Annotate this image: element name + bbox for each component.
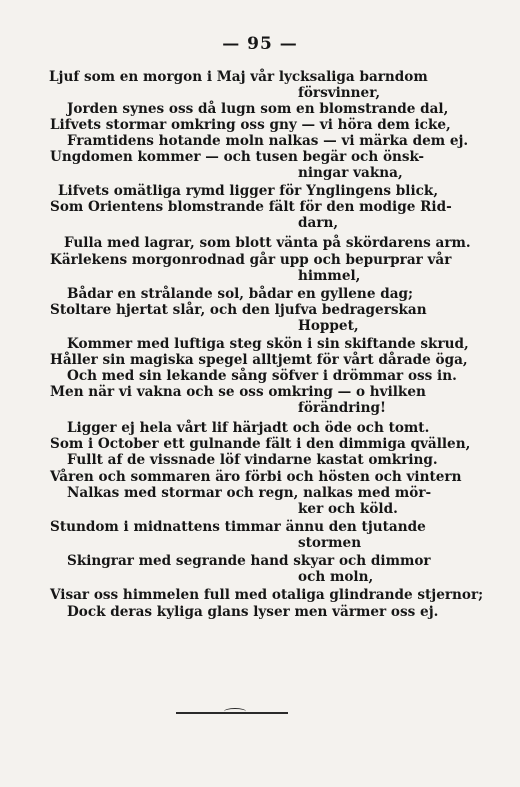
poem-line: Hoppet, bbox=[298, 318, 359, 334]
poem-line: Stundom i midnattens timmar ännu den tjutande bbox=[50, 519, 426, 535]
poem-line: Fulla med lagrar, som blott vänta på skördarens arm. bbox=[64, 235, 471, 251]
poem-line: Nalkas med stormar och regn, nalkas med mör- bbox=[67, 485, 432, 501]
poem-line: Stoltare hjertat slår, och den ljufva bedragerskan bbox=[50, 302, 427, 318]
poem-line: Och med sin lekande sång söfver i drömmar oss in. bbox=[67, 368, 457, 384]
poem-line: himmel, bbox=[298, 268, 361, 284]
poem-line: Ungdomen kommer — och tusen begär och önsk- bbox=[50, 149, 425, 165]
poem-line: Som i October ett gulnande fält i den dimmiga qvällen, bbox=[50, 436, 471, 452]
poem-line: Skingrar med segrande hand skyar och dimmor bbox=[67, 553, 431, 569]
poem-line: Framtidens hotande moln nalkas — vi märka dem ej. bbox=[67, 133, 469, 149]
poem-line: Våren och sommaren äro förbi och hösten och vintern bbox=[50, 469, 462, 485]
poem-line: Kommer med luftiga steg skön i sin skiftande skrud, bbox=[67, 336, 469, 352]
poem-line: förändring! bbox=[298, 400, 386, 416]
poem-line: Dock deras kyliga glans lyser men värmer oss ej. bbox=[67, 604, 439, 620]
poem-line: Som Orientens blomstrande fält för den modige Rid- bbox=[50, 199, 452, 215]
poem-line: darn, bbox=[298, 215, 339, 231]
poem-line: ker och köld. bbox=[298, 501, 398, 517]
end-ornament-flourish bbox=[224, 708, 246, 715]
poem-line: Ligger ej hela vårt lif härjadt och öde och tomt. bbox=[67, 420, 430, 436]
poem-line: försvinner, bbox=[298, 85, 381, 101]
poem-line: Lifvets stormar omkring oss gny — vi höra dem icke, bbox=[50, 117, 451, 133]
poem-line: Ljuf som en morgon i Maj vår lycksaliga barndom bbox=[49, 69, 428, 85]
page-number: — 95 — bbox=[222, 34, 298, 54]
poem-line: och moln, bbox=[298, 569, 374, 585]
poem-line: Fullt af de vissnade löf vindarne kastat omkring. bbox=[67, 452, 438, 468]
poem-line: Kärlekens morgonrodnad går upp och bepurprar vår bbox=[50, 252, 452, 268]
poem-line: Visar oss himmelen full med otaliga glindrande stjernor; bbox=[50, 587, 484, 603]
poem-line: Men när vi vakna och se oss omkring — o hvilken bbox=[50, 384, 426, 400]
poem-line: stormen bbox=[298, 535, 362, 551]
poem-line: Lifvets omätliga rymd ligger för Ynglingens blick, bbox=[58, 183, 439, 199]
poem-line: Jorden synes oss då lugn som en blomstrande dal, bbox=[67, 101, 449, 117]
poem-line: ningar vakna, bbox=[298, 165, 403, 181]
poem-line: Håller sin magiska spegel alltjemt för vårt dårade öga, bbox=[50, 352, 468, 368]
poem-line: Bådar en strålande sol, bådar en gyllene dag; bbox=[67, 286, 414, 302]
